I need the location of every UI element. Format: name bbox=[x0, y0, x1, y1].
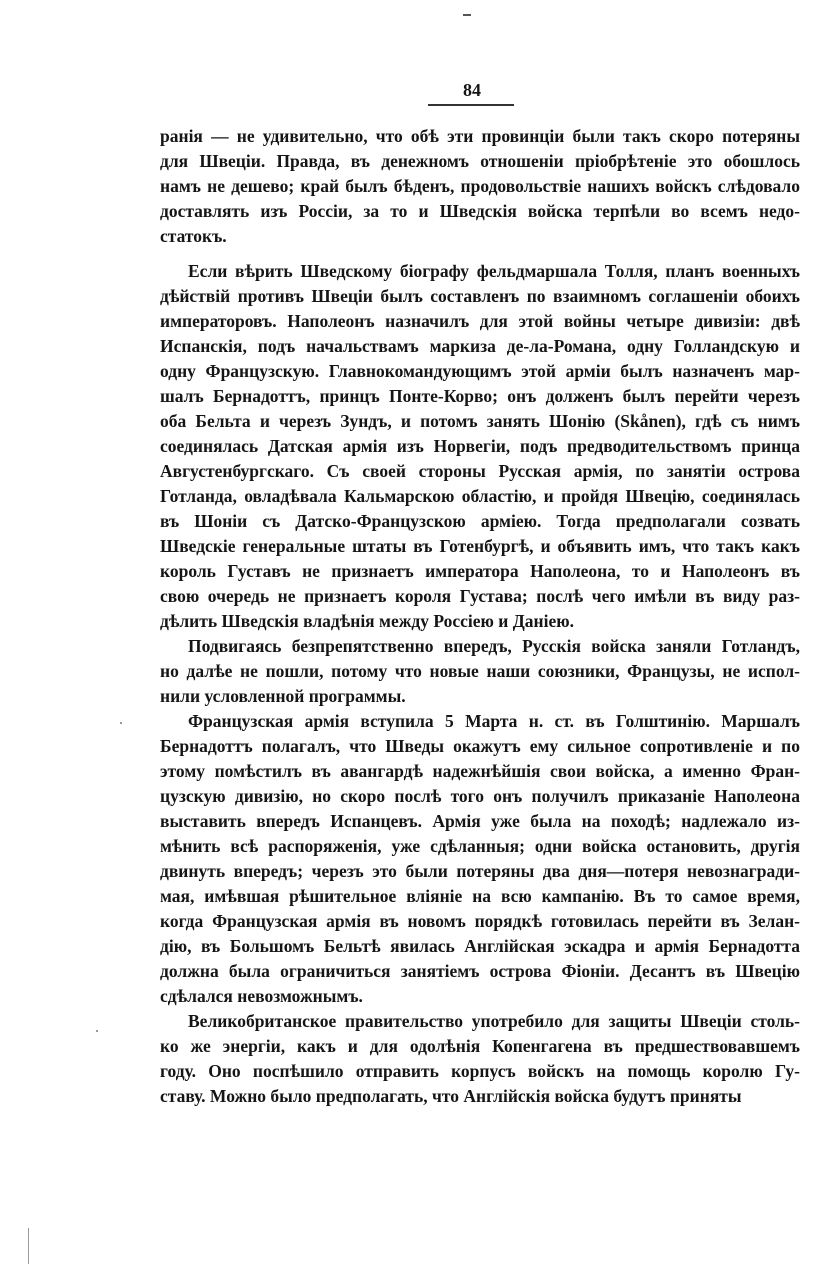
text-line: ко же энергіи, какъ и для одолѣнія Копенгагена въ предшествовавшемъ bbox=[160, 1036, 800, 1056]
text-line: король Густавъ не признаетъ императора Наполеона, то и Наполеонъ въ bbox=[160, 561, 800, 581]
text-line: Испанскія, подъ начальствамъ маркиза де-ла-Романа, одну Голландскую и bbox=[160, 336, 800, 356]
text-line: шалъ Бернадоттъ, принцъ Понте-Корво; онъ долженъ былъ перейти черезъ bbox=[160, 386, 800, 406]
paragraph bbox=[160, 259, 800, 634]
scan-speck bbox=[120, 722, 122, 724]
text-line: для Швеціи. Правда, въ денежномъ отношеніи пріобрѣтеніе это обошлось bbox=[160, 151, 800, 171]
text-line: цузскую дивизію, но скоро послѣ того онъ получилъ приказаніе Наполеона bbox=[160, 786, 800, 806]
text-line: но далѣе не пошли, потому что новые наши союзники, Французы, не испол- bbox=[160, 661, 800, 681]
paragraph bbox=[160, 709, 800, 1009]
text-line: когда Французская армія въ новомъ порядкѣ готовилась перейти въ Зелан- bbox=[160, 911, 800, 931]
text-line: ранія — не удивительно, что обѣ эти провинціи были такъ скоро потеряны bbox=[160, 126, 800, 146]
page-number-rule bbox=[428, 104, 514, 106]
paragraph bbox=[160, 124, 800, 249]
text-line: соединялась Датская армія изъ Норвегіи, подъ предводительствомъ принца bbox=[160, 436, 800, 456]
text-line: Если вѣрить Шведскому біографу фельдмаршала Толля, планъ военныхъ bbox=[188, 261, 800, 281]
text-line: Великобританское правительство употребило для защиты Швеціи столь- bbox=[188, 1011, 800, 1031]
text-line: году. Оно поспѣшило отправить корпусъ войскъ на помощь королю Гу- bbox=[160, 1061, 800, 1081]
text-line: мая, имѣвшая рѣшительное вліяніе на всю кампанію. Въ то самое время, bbox=[160, 886, 800, 906]
page-number: 84 bbox=[463, 80, 481, 100]
text-line: мѣнить всѣ распоряженія, уже сдѣланныя; одни войска остановить, другія bbox=[160, 836, 800, 856]
scan-mark bbox=[463, 14, 471, 16]
text-line: двинуть впередъ; черезъ это были потеряны два дня—потеря невознагради- bbox=[160, 861, 800, 881]
text-line: императоровъ. Наполеонъ назначилъ для этой войны четыре дивизіи: двѣ bbox=[160, 311, 800, 331]
scan-speck bbox=[96, 1030, 98, 1032]
text-line: Готланда, овладѣвала Кальмарскою областію, и пройдя Швецію, соединялась bbox=[160, 486, 800, 506]
text-line: оба Бельта и черезъ Зундъ, и потомъ занять Шонію (Skånen), гдѣ съ нимъ bbox=[160, 411, 800, 431]
text-line: дѣлить Шведскія владѣнія между Россіею и Даніею. bbox=[160, 611, 575, 631]
text-line: Августенбургскаго. Съ своей стороны Русская армія, по занятіи острова bbox=[160, 461, 800, 481]
text-line: дію, въ Большомъ Бельтѣ явилась Англійская эскадра и армія Бернадотта bbox=[160, 936, 800, 956]
text-line: свою очередь не признаетъ короля Густава; послѣ чего имѣли въ виду раз- bbox=[160, 586, 800, 606]
text-line: Бернадоттъ полагалъ, что Шведы окажутъ ему сильное сопротивленіе и по bbox=[160, 736, 800, 756]
text-line: Подвигаясь безпрепятственно впередъ, Русскія войска заняли Готландъ, bbox=[188, 636, 800, 656]
text-line: Французская армія вступила 5 Марта н. ст. въ Голштинію. Маршалъ bbox=[188, 711, 800, 731]
text-line: одну Французскую. Главнокомандующимъ этой арміи былъ назначенъ мар- bbox=[160, 361, 800, 381]
paragraph bbox=[160, 634, 800, 709]
text-line: ставу. Можно было предполагать, что Англійскія войска будутъ приняты bbox=[160, 1086, 742, 1106]
scan-edge-line bbox=[28, 1228, 29, 1264]
text-line: Шведскіе генеральные штаты въ Готенбургѣ, и объявить имъ, что такъ какъ bbox=[160, 536, 800, 556]
text-line: статокъ. bbox=[160, 226, 227, 246]
text-line: намъ не дешево; край былъ бѣденъ, продовольствіе нашихъ войскъ слѣдовало bbox=[160, 176, 800, 196]
text-line: дѣйствій противъ Швеціи былъ составленъ по взаимномъ соглашеніи обоихъ bbox=[160, 286, 800, 306]
text-line: выставить впередъ Испанцевъ. Армія уже была на походѣ; надлежало из- bbox=[160, 811, 800, 831]
text-line: нили условленной программы. bbox=[160, 686, 406, 706]
text-line: доставлять изъ Россіи, за то и Шведскія войска терпѣли во всемъ недо- bbox=[160, 201, 800, 221]
page-body-text bbox=[160, 124, 800, 1109]
text-line: сдѣлался невозможнымъ. bbox=[160, 986, 363, 1006]
text-line: въ Шоніи съ Датско-Французскою арміею. Тогда предполагали созвать bbox=[160, 511, 800, 531]
paragraph bbox=[160, 1009, 800, 1109]
text-line: этому помѣстилъ въ авангардѣ надежнѣйшія свои войска, а именно Фран- bbox=[160, 761, 800, 781]
text-line: должна была ограничиться занятіемъ острова Фіоніи. Десантъ въ Швецію bbox=[160, 961, 800, 981]
